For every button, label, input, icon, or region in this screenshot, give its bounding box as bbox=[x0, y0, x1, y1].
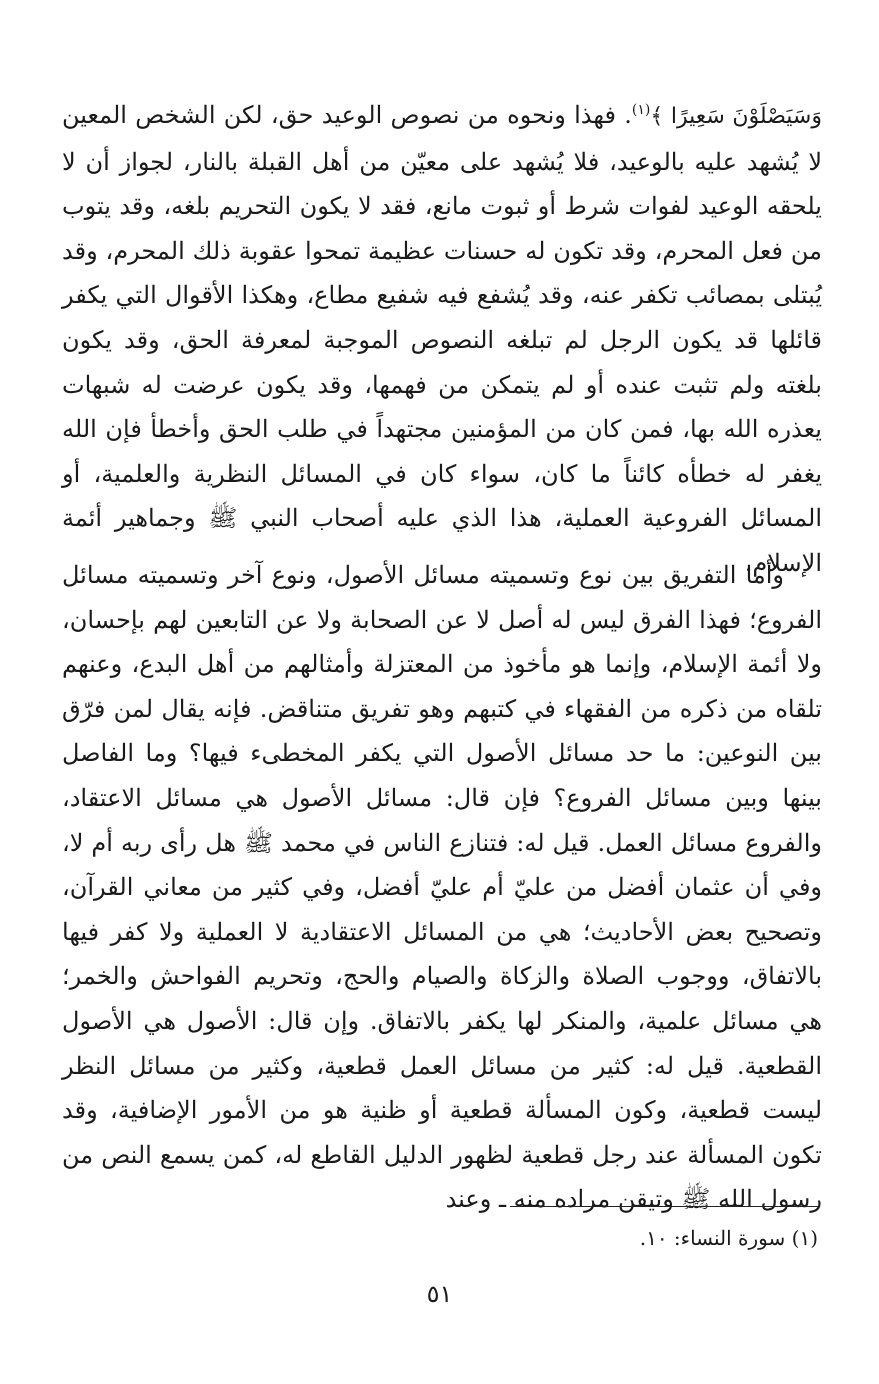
paragraph-2 bbox=[62, 553, 822, 1222]
page-number: ٥١ bbox=[426, 1280, 453, 1308]
footnote-divider bbox=[510, 1206, 820, 1207]
paragraph-1 bbox=[62, 88, 822, 586]
paragraph-1-text bbox=[62, 88, 822, 586]
footnote-reference[interactable]: (١) bbox=[631, 102, 651, 118]
quran-verse-fragment: وَسَيَصْلَوْنَ سَعِيرًا ﴾ bbox=[650, 104, 822, 129]
paragraph-1-body: . فهذا ونحوه من نصوص الوعيد حق، لكن الشخص المعين لا يُشهد عليه بالوعيد، فلا يُشهد على معيّن من أهل القبلة بالنار، لجواز أن لا يلحقه الوعيد لفوات شرط أو ثبوت مانع، فقد لا يكون التحريم بلغه، وقد يتوب من فعل المحرم، وقد تكون له حسنات عظيمة تمحوا عقوبة ذلك المحرم، وقد يُبتلى بمصائب تكفر عنه، وقد يُشفع فيه شفيع مطاع، وهكذا الأقوال التي يكفر قائلها قد يكون الرجل لم تبلغه النصوص الموجبة لمعرفة الحق، وقد يكون بلغته ولم تثبت عنده أو لم يتمكن من فهمها، وقد يكون عرضت له شبهات يعذره الله بها، فمن كان من المؤمنين مجتهداً في طلب الحق وأخطأ فإن الله يغفر له خطأه كائناً ما كان، سواء كان في المسائل النظرية والعلمية، أو المسائل الفروعية العملية، هذا الذي عليه أصحاب النبي ﷺ وجماهير أئمة الإسلام. bbox=[62, 101, 822, 577]
paragraph-2-text: وأما التفريق بين نوع وتسميته مسائل الأصول، ونوع آخر وتسميته مسائل الفروع؛ فهذا الفرق ليس له أصل لا عن الصحابة ولا عن التابعين لهم بإحسان، ولا أئمة الإسلام، وإنما هو مأخوذ من المعتزلة وأمثالهم من أهل البدع، وعنهم تلقاه من ذكره من الفقهاء في كتبهم وهو تفريق متناقض. فإنه يقال لمن فرّق بين النوعين: ما حد مسائل الأصول التي يكفر المخطىء فيها؟ وما الفاصل بينها وبين مسائل الفروع؟ فإن قال: مسائل الأصول هي مسائل الاعتقاد، والفروع مسائل العمل. قيل له: فتنازع الناس في محمد ﷺ هل رأى ربه أم لا، وفي أن عثمان أفضل من عليّ أم عليّ أفضل، وفي كثير من معاني القرآن، وتصحيح بعض الأحاديث؛ هي من المسائل الاعتقادية لا العملية ولا كفر فيها بالاتفاق، ووجوب الصلاة والزكاة والصيام والحج، وتحريم الفواحش والخمر؛ هي مسائل علمية، والمنكر لها يكفر بالاتفاق. وإن قال: الأصول هي الأصول القطعية. قيل له: كثير من مسائل العمل قطعية، وكثير من مسائل النظر ليست قطعية، وكون المسألة قطعية أو ظنية هو من الأمور الإضافية، وقد تكون المسألة عند رجل قطعية لظهور الدليل القاطع له، كمن يسمع النص من رسول الله ﷺ وتيقن مراده منه ـ وعند bbox=[62, 561, 823, 1214]
footnote: (١) سورة النساء: ١٠. bbox=[639, 1226, 818, 1250]
